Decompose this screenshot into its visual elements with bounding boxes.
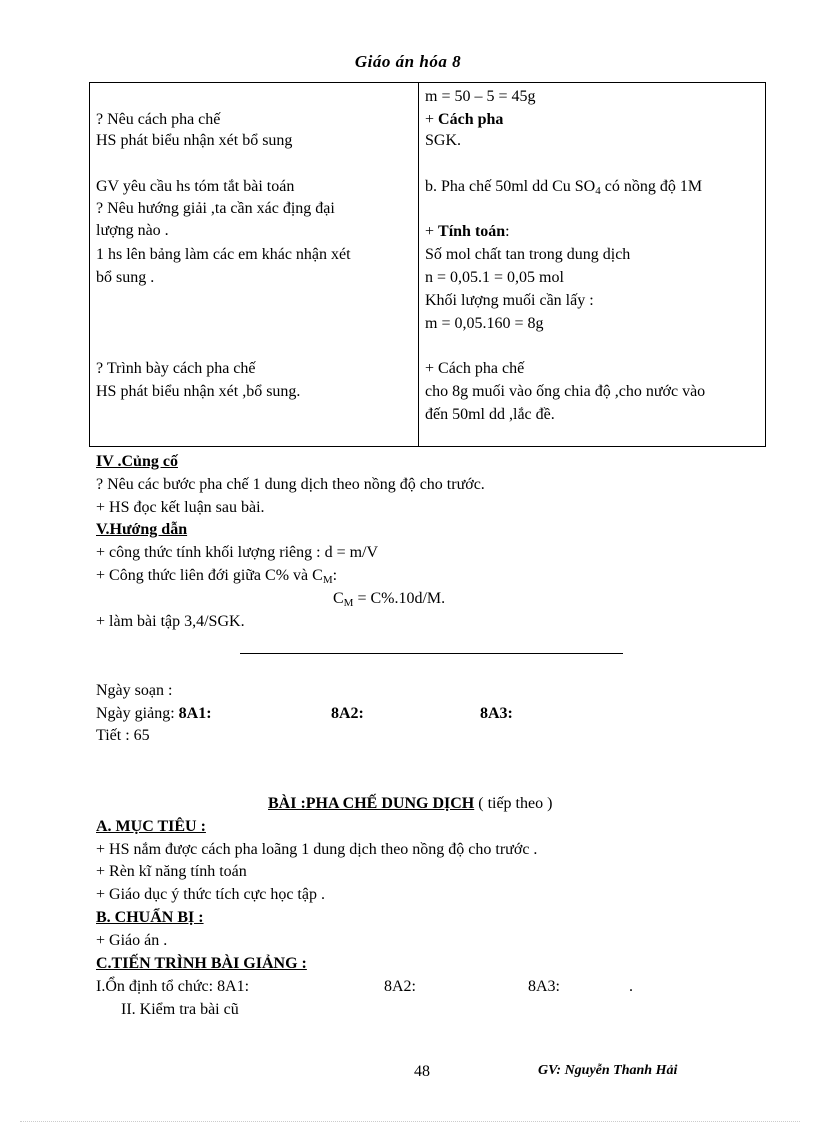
plus-prefix: + [425, 223, 439, 240]
section-iv-line-2: + HS đọc kết luận sau bài. [96, 499, 265, 516]
page-bottom-border [20, 1121, 800, 1122]
table-right-line-9: m = 0,05.160 = 8g [425, 315, 544, 332]
section-b-title: B. CHUẨN BỊ : [96, 909, 204, 926]
text-part: C [333, 590, 344, 607]
section-a-line-2: + Rèn kĩ năng tính toán [96, 863, 247, 880]
teacher-signature: GV: Nguyễn Thanh Hải [538, 1063, 678, 1078]
class-8a1: 8A1: [178, 705, 212, 722]
section-a-title: A. MỤC TIÊU : [96, 818, 206, 835]
section-c-8a2: 8A2: [384, 978, 416, 995]
table-right-line-6: Số mol chất tan trong dung dịch [425, 246, 631, 263]
table-column-divider [418, 82, 419, 447]
table-right-line-10: + Cách pha chế [425, 360, 525, 377]
section-a-line-1: + HS nắm được cách pha loãng 1 dung dịch theo nồng độ cho trước . [96, 841, 538, 858]
bold-heading: Tính toán [438, 223, 506, 240]
section-c-line-1: I.Ổn định tổ chức: 8A1: [96, 978, 250, 995]
table-left-line-8: ? Trình bày cách pha chế [96, 360, 256, 377]
table-left-line-6: 1 hs lên bảng làm các em khác nhận xét [96, 246, 351, 263]
section-b-line-1: + Giáo án . [96, 932, 168, 949]
table-right-line-8: Khối lượng muối cần lấy : [425, 292, 594, 309]
page-header-title: Giáo án hóa 8 [354, 52, 462, 71]
class-8a3: 8A3: [480, 705, 513, 722]
text-part: = C%.10d/M. [353, 590, 446, 607]
plus-prefix: + [425, 111, 439, 128]
table-left-line-7: bổ sung . [96, 269, 155, 286]
bold-heading: Cách pha [438, 111, 504, 128]
section-c-line-2: II. Kiểm tra bài cũ [121, 1001, 239, 1018]
subscript: M [322, 574, 333, 586]
lesson-title-rest: ( tiếp theo ) [474, 795, 553, 812]
table-left-line-3: GV yêu cầu hs tóm tắt bài toán [96, 178, 295, 195]
section-iv-line-1: ? Nêu các bước pha chế 1 dung dịch theo nồng độ cho trước. [96, 476, 485, 493]
table-right-line-12: đến 50ml dd ,lắc đề. [425, 406, 555, 423]
text-part: có nồng độ 1M [600, 178, 703, 195]
text-part: b. Pha chế 50ml dd Cu SO [425, 178, 596, 195]
text-part: Ngày giảng: [96, 705, 179, 722]
section-v-line-2 [96, 566, 337, 586]
section-iv-title: IV .Củng cố [96, 453, 178, 470]
table-left-line-9: HS phát biểu nhận xét ,bổ sung. [96, 383, 301, 400]
table-right-line-5 [425, 222, 510, 242]
table-right-line-4 [425, 177, 702, 197]
ngay-giang [96, 704, 212, 724]
section-divider [240, 653, 623, 654]
subscript: 4 [595, 185, 601, 197]
table-left-question-1: ? Nêu cách pha chế [96, 111, 221, 128]
subscript: M [343, 597, 354, 609]
section-a-line-3: + Giáo dục ý thức tích cực học tập . [96, 886, 325, 903]
lesson-title [268, 794, 552, 814]
formula-cm [333, 589, 445, 609]
lesson-title-bold: BÀI :PHA CHẾ DUNG DỊCH [268, 795, 475, 812]
table-left-line-5: lượng nào . [96, 222, 169, 239]
text-part: : [332, 567, 338, 584]
table-right-line-3: SGK. [425, 132, 462, 149]
class-8a2: 8A2: [331, 705, 364, 722]
section-c-title: C.TIẾN TRÌNH BÀI GIẢNG : [96, 955, 307, 972]
table-right-line-1: m = 50 – 5 = 45g [425, 88, 536, 105]
table-left-line-4: ? Nêu hướng giải ,ta cần xác địng đại [96, 200, 335, 217]
table-left-line-2: HS phát biểu nhận xét bổ sung [96, 132, 293, 149]
section-c-8a3: 8A3: [528, 978, 560, 995]
table-right-line-7: n = 0,05.1 = 0,05 mol [425, 269, 564, 286]
text-part: : [505, 223, 510, 240]
ngay-soan: Ngày soạn : [96, 682, 173, 699]
table-right-line-11: cho 8g muối vào ống chia độ ,cho nước vào [425, 383, 706, 400]
text-part: + Công thức liên đới giữa C% và C [96, 567, 323, 584]
section-v-line-1: + công thức tính khối lượng riêng : d = m/V [96, 544, 379, 561]
table-right-line-2 [425, 110, 503, 130]
page-number: 48 [414, 1063, 430, 1080]
section-v-line-3: + làm bài tập 3,4/SGK. [96, 613, 245, 630]
tiet-number: Tiết : 65 [96, 727, 150, 744]
section-v-title: V.Hướng dẫn [96, 521, 188, 538]
section-c-dot: . [629, 978, 633, 995]
